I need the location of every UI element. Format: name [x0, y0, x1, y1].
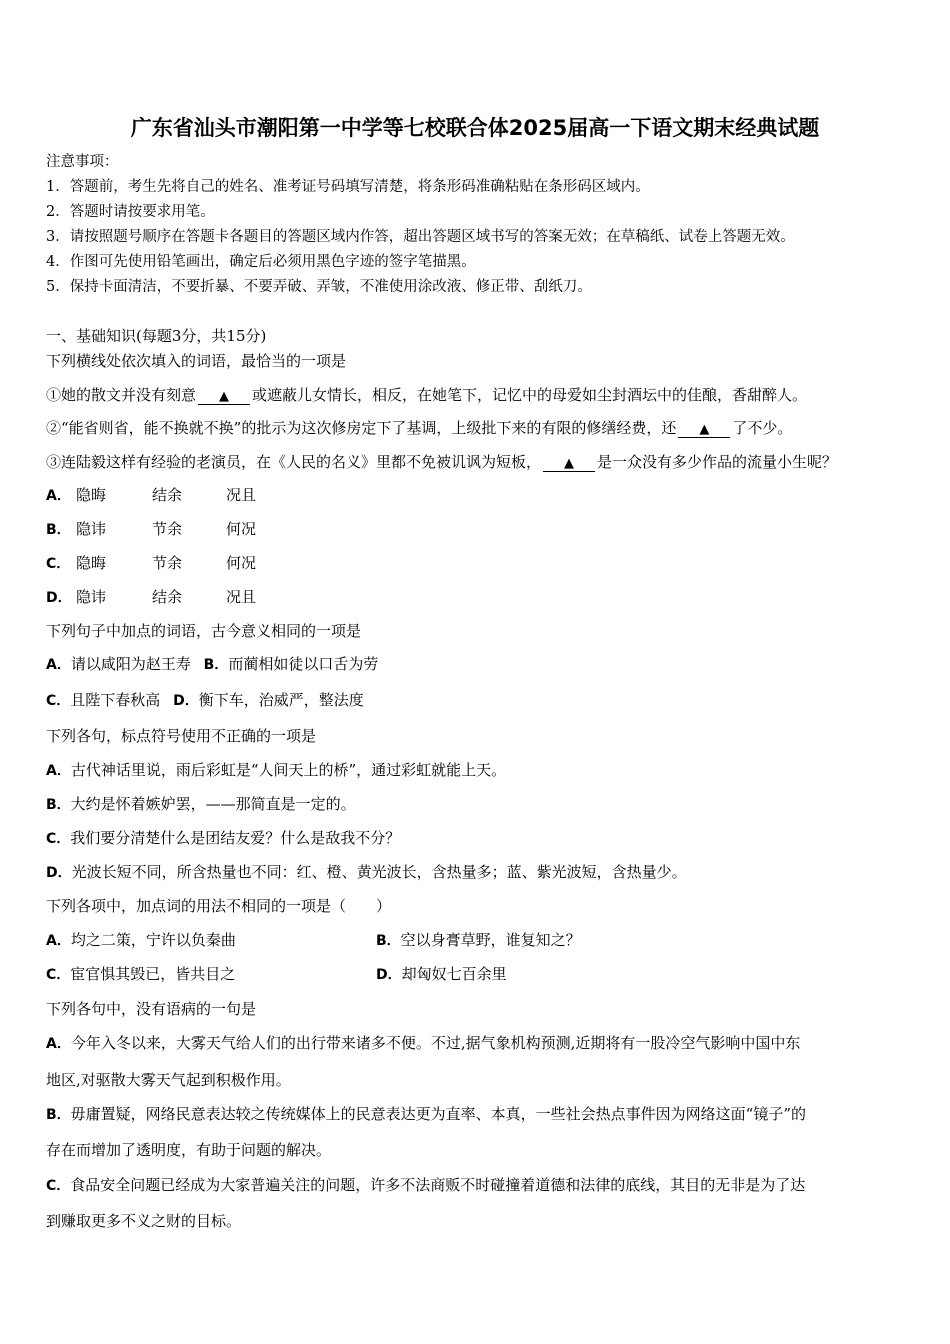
- option-word: 隐讳: [76, 520, 107, 538]
- q1-sentence-1: [46, 385, 807, 405]
- q5-option-b-cont: 存在而增加了透明度，有助于问题的解决。: [46, 1141, 332, 1159]
- q1-s2-after: 了不少。: [732, 419, 793, 437]
- fill-blank: ▲: [198, 389, 250, 405]
- option-text: 大约是怀着嫉妒罢，——那简直是一定的。: [70, 795, 356, 813]
- option-word: 结余: [152, 486, 183, 504]
- q1-option-a[interactable]: [46, 485, 256, 506]
- section-heading: 一、基础知识(每题3分，共15分): [46, 327, 267, 345]
- q1-s1-before: ①她的散文并没有刻意: [46, 386, 197, 404]
- option-text: 均之二策，宁许以负秦曲: [70, 931, 236, 949]
- option-text: 却匈奴七百余里: [401, 965, 507, 983]
- q3-option-b[interactable]: [46, 794, 356, 815]
- fill-blank: ▲: [678, 422, 730, 438]
- option-letter: B．: [203, 657, 229, 673]
- q1-option-b[interactable]: [46, 519, 256, 540]
- option-letter: A．: [46, 1036, 71, 1052]
- option-text: 且陛下春秋高: [70, 691, 161, 709]
- q4-option-b[interactable]: [376, 930, 581, 951]
- q5-option-a[interactable]: [46, 1033, 800, 1054]
- q4-option-a[interactable]: [46, 931, 236, 949]
- notice-item: 5．保持卡面清洁，不要折暴、不要弄破、弄皱，不准使用涂改液、修正带、刮纸刀。: [46, 279, 592, 295]
- q2-option-d[interactable]: [173, 691, 364, 709]
- option-word: 结余: [152, 588, 183, 606]
- notice-item: 3．请按照题号顺序在答题卡各题目的答题区域内作答，超出答题区域书写的答案无效；在草稿纸、试卷上答题无效。: [46, 229, 795, 245]
- option-text: 空以身膏草野，谁复知之？: [400, 931, 581, 949]
- option-text: 我们要分清楚什么是团结友爱？什么是敌我不分？: [70, 829, 401, 847]
- option-text: 光波长短不同，所含热量也不同：红、橙、黄光波长，含热量多；蓝、紫光波短，含热量少。: [71, 863, 687, 881]
- option-letter: B．: [46, 1107, 71, 1123]
- fill-blank: ▲: [543, 456, 595, 472]
- option-letter: C．: [46, 831, 71, 847]
- q5-option-a-cont: 地区,对驱散大雾天气起到积极作用。: [46, 1071, 291, 1089]
- option-word: 隐晦: [76, 554, 107, 572]
- q1-option-d[interactable]: [46, 587, 256, 608]
- option-word: 隐讳: [76, 588, 107, 606]
- option-word: 何况: [226, 554, 257, 572]
- q5-option-b[interactable]: [46, 1104, 806, 1125]
- option-text: 古代神话里说，雨后彩虹是“人间天上的桥”，通过彩虹就能上天。: [70, 761, 507, 779]
- q1-sentence-2: [46, 418, 792, 438]
- option-letter: A．: [46, 763, 71, 779]
- q3-option-a[interactable]: [46, 760, 506, 781]
- option-letter: D．: [376, 967, 402, 983]
- q5-option-c-cont: 到赚取更多不义之财的目标。: [46, 1212, 242, 1230]
- q4-option-d[interactable]: [376, 964, 507, 985]
- option-letter: D．: [173, 693, 199, 709]
- option-letter: A．: [46, 657, 71, 673]
- option-word: 隐晦: [76, 486, 107, 504]
- option-text: 食品安全问题已经成为大家普遍关注的问题，许多不法商贩不时碰撞着道德和法律的底线，其目的无非是为了达: [70, 1176, 806, 1194]
- q5-stem: 下列各句中，没有语病的一句是: [46, 1000, 257, 1018]
- option-text: 毋庸置疑，网络民意表达较之传统媒体上的民意表达更为直率、本真，一些社会热点事件因为网络这面“镜子”的: [70, 1105, 807, 1123]
- option-word: 节余: [152, 554, 183, 572]
- option-letter: A．: [46, 933, 71, 949]
- q3-option-d[interactable]: [46, 862, 687, 883]
- option-letter: D．: [46, 590, 72, 606]
- q3-option-c[interactable]: [46, 828, 400, 849]
- q2-option-c[interactable]: [46, 691, 160, 709]
- option-letter: C．: [46, 967, 71, 983]
- option-letter: D．: [46, 865, 72, 881]
- q5-option-c[interactable]: [46, 1175, 805, 1196]
- q2-stem: 下列句子中加点的词语，古今意义相同的一项是: [46, 622, 362, 640]
- q1-s1-after: 或遮蔽儿女情长，相反，在她笔下，记忆中的母爱如尘封酒坛中的佳酿，香甜醉人。: [252, 386, 808, 404]
- q1-s2-before: ②“能省则省，能不换就不换”的批示为这次修房定下了基调，上级批下来的有限的修缮经费，还: [46, 419, 677, 437]
- option-word: 节余: [152, 520, 183, 538]
- option-text: 而蔺相如徒以口舌为劳: [228, 655, 379, 673]
- page-title: 广东省汕头市潮阳第一中学等七校联合体2025届高一下语文期末经典试题: [130, 116, 820, 140]
- notice-item: 2．答题时请按要求用笔。: [46, 204, 215, 220]
- option-word: 况且: [226, 588, 257, 606]
- notice-item: 4．作图可先使用铅笔画出，确定后必须用黑色字迹的签字笔描黑。: [46, 254, 476, 270]
- q4-row-2: [46, 964, 906, 985]
- option-letter: B．: [46, 522, 71, 538]
- option-word: 何况: [226, 520, 257, 538]
- q1-s3-after: 是一众没有多少作品的流量小生呢？: [597, 453, 838, 471]
- option-word: 况且: [226, 486, 257, 504]
- q2-option-b[interactable]: [204, 655, 379, 673]
- option-letter: B．: [46, 797, 71, 813]
- option-letter: C．: [46, 1178, 71, 1194]
- option-letter: C．: [46, 693, 71, 709]
- q2-row-2: [46, 690, 364, 711]
- option-letter: B．: [376, 933, 401, 949]
- q1-s3-before: ③连陆毅这样有经验的老演员，在《人民的名义》里都不免被讥讽为短板，: [46, 453, 542, 471]
- option-text: 宦官惧其毁已，皆共目之: [70, 965, 236, 983]
- option-letter: A．: [46, 488, 71, 504]
- q1-option-c[interactable]: [46, 553, 256, 574]
- q1-sentence-3: [46, 452, 837, 472]
- option-text: 今年入冬以来，大雾天气给人们的出行带来诸多不便。不过,据气象机构预测,近期将有一股冷空气影响中国中东: [70, 1034, 801, 1052]
- option-text: 衡下车，治威严，整法度: [198, 691, 364, 709]
- q4-option-c[interactable]: [46, 965, 235, 983]
- q2-option-a[interactable]: [46, 655, 191, 673]
- q4-stem: 下列各项中，加点词的用法不相同的一项是（ ）: [46, 897, 392, 915]
- q3-stem: 下列各句，标点符号使用不正确的一项是: [46, 727, 317, 745]
- q4-row-1: [46, 930, 906, 951]
- option-letter: C．: [46, 556, 71, 572]
- q2-row-1: [46, 654, 378, 675]
- option-text: 请以咸阳为赵王寿: [70, 655, 191, 673]
- notice-heading: 注意事项：: [46, 154, 119, 170]
- q1-stem: 下列横线处依次填入的词语，最恰当的一项是: [46, 352, 347, 370]
- notice-item: 1．答题前，考生先将自己的姓名、准考证号码填写清楚，将条形码准确粘贴在条形码区域内。: [46, 179, 650, 195]
